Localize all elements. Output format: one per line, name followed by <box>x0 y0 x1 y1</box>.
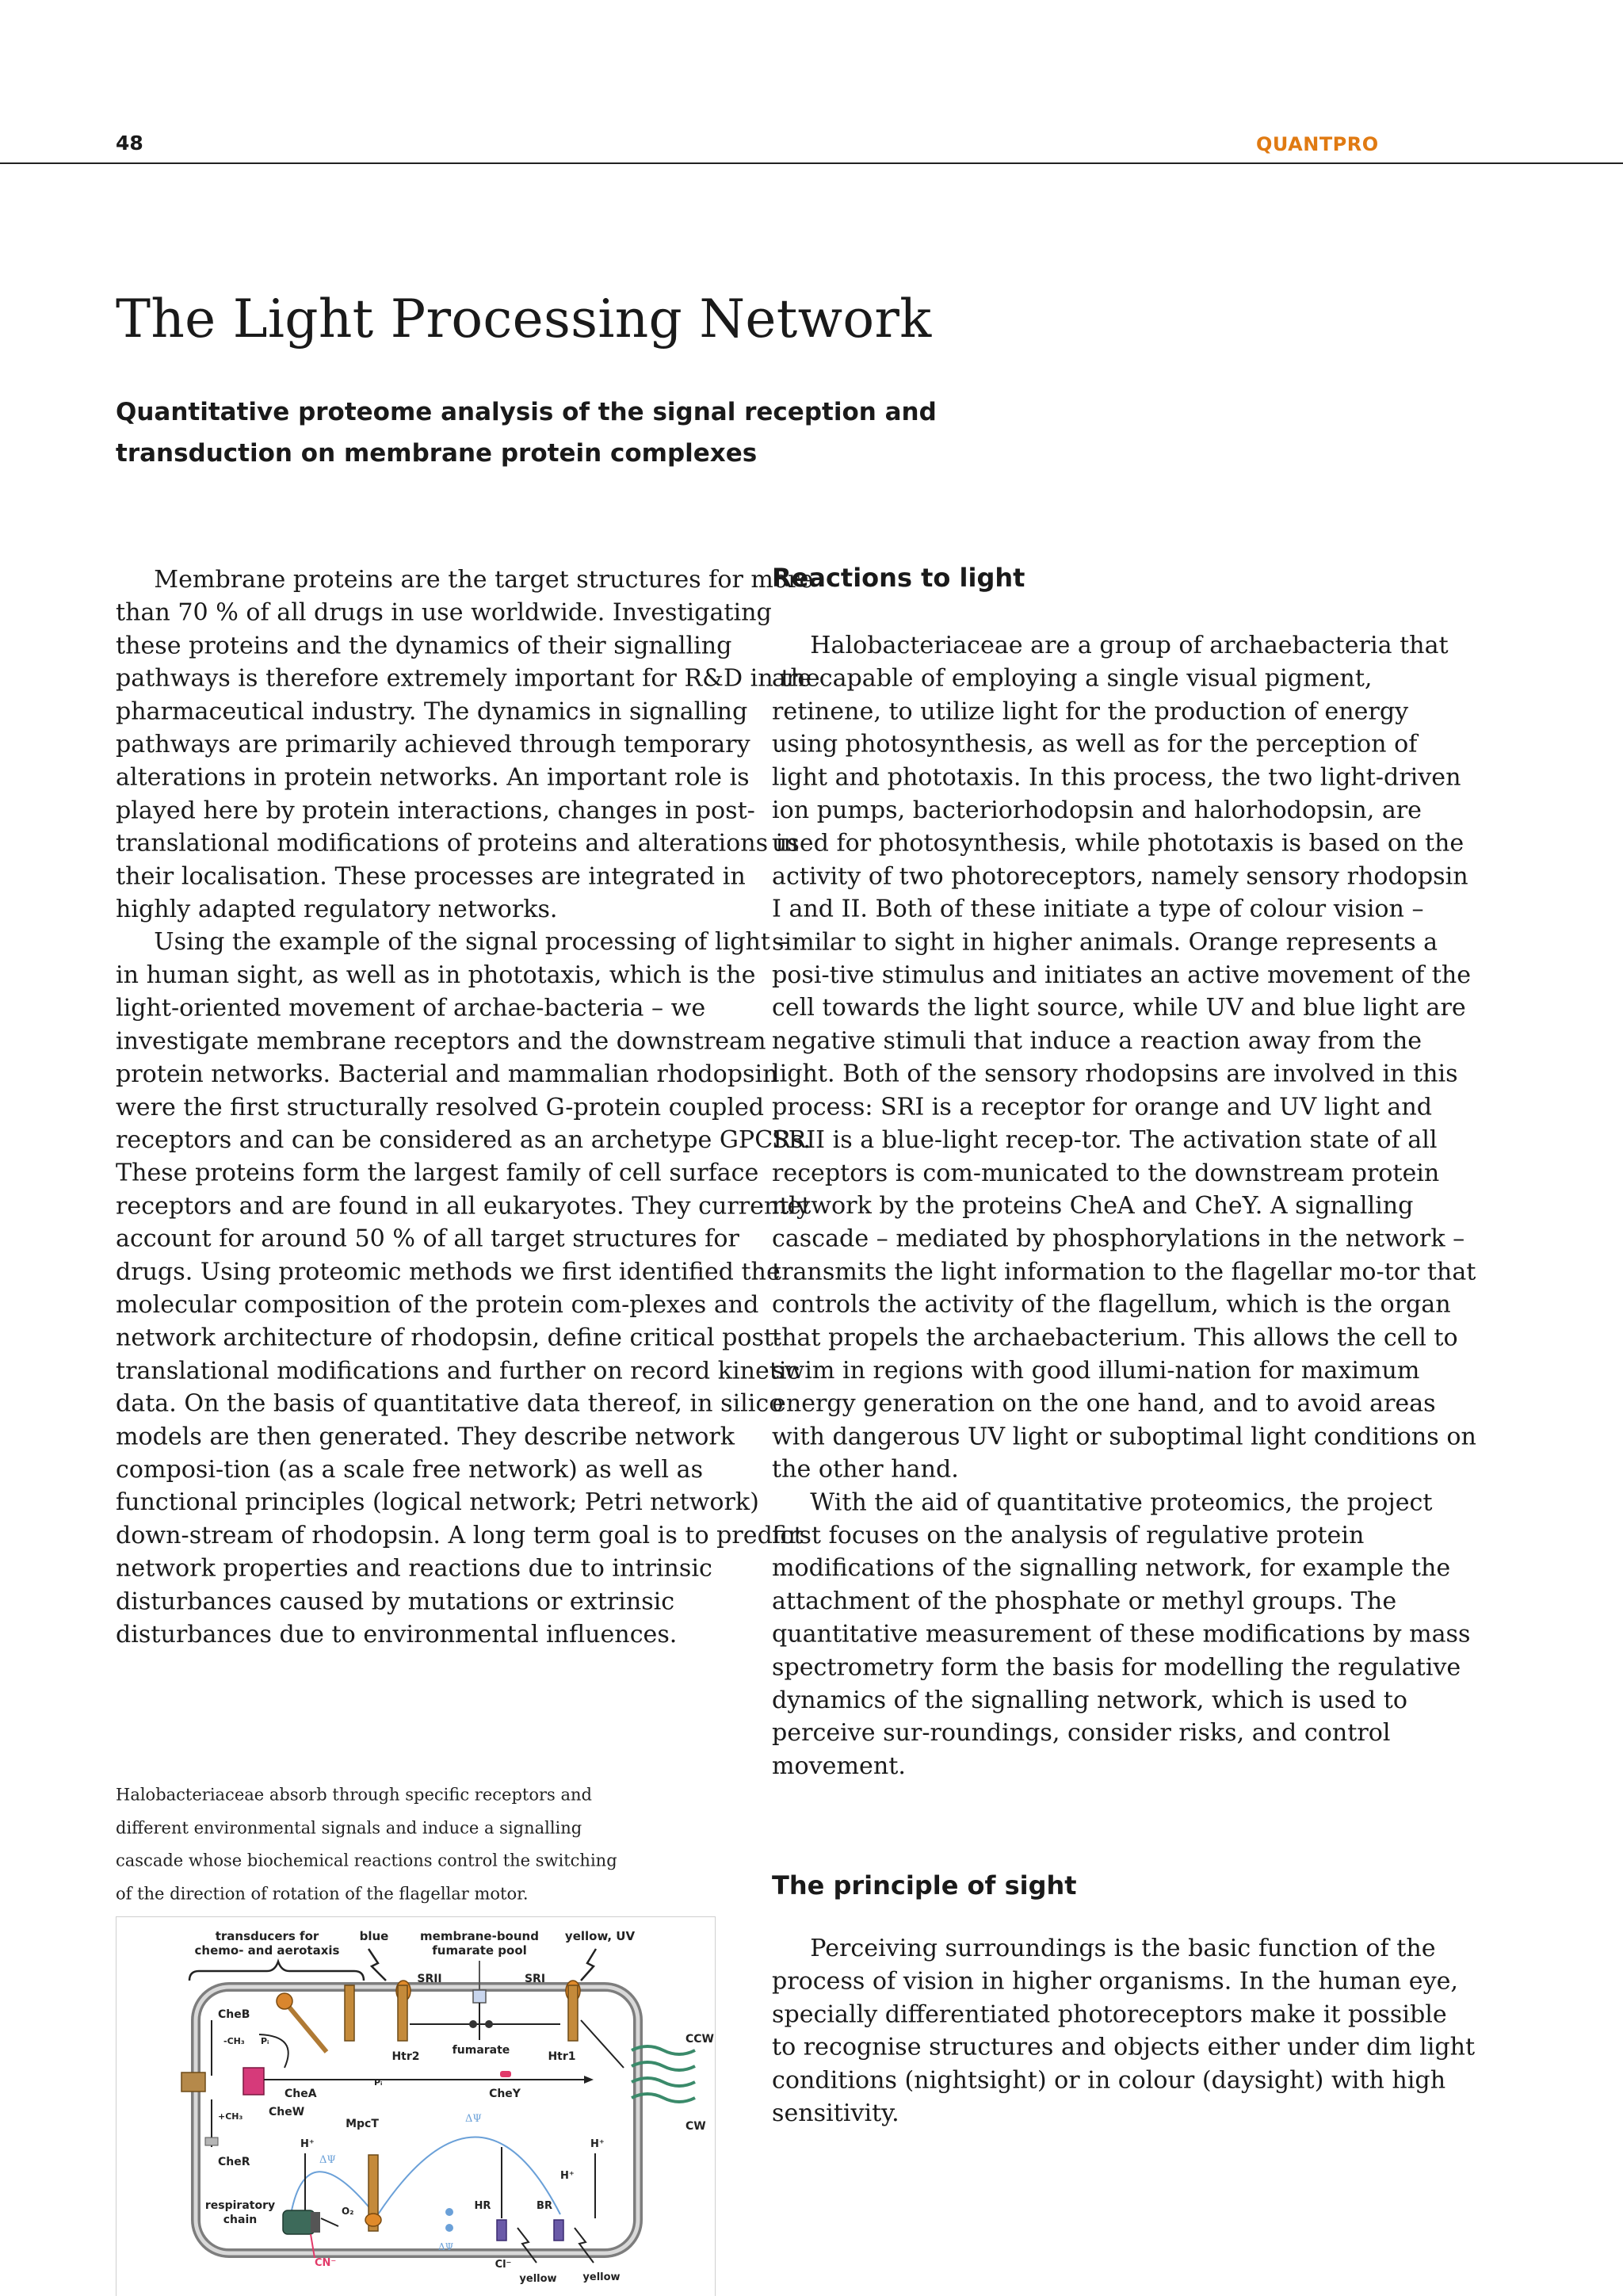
cheb-stalk <box>287 2004 327 2052</box>
label-ccw: CCW <box>685 2033 714 2046</box>
label-hplus-left: H⁺ <box>300 2138 315 2150</box>
label-pi-mid: Pᵢ <box>374 2077 383 2088</box>
mpct-sensor <box>365 2214 381 2226</box>
label-dpsi-bottom: ΔΨ <box>438 2241 454 2252</box>
o2-arrow <box>321 2218 338 2226</box>
chea-complex <box>243 2068 264 2095</box>
label-cn: CN⁻ <box>315 2257 337 2269</box>
left-transducer <box>181 2073 205 2092</box>
fumarate-pool-box <box>473 1990 486 2003</box>
chey-marker <box>500 2071 511 2077</box>
fumarate-node <box>469 2020 477 2028</box>
label-dpsi-right: ΔΨ <box>465 2113 482 2125</box>
label-blue: blue <box>359 1929 389 1943</box>
label-chain: chain <box>223 2214 258 2226</box>
header-rule <box>0 162 1623 164</box>
label-chea: CheA <box>285 2088 317 2100</box>
respiratory-chain-unit <box>311 2212 320 2233</box>
label-yellow-br: yellow <box>582 2271 621 2283</box>
page-number: 48 <box>116 132 143 155</box>
blue-light-arrow <box>369 1949 386 1981</box>
label-chew: CheW <box>269 2106 305 2118</box>
section-heading-reactions: Reactions to light <box>772 563 1025 593</box>
label-dpsi-left: ΔΨ <box>319 2154 336 2166</box>
htr1-transducer <box>568 1985 578 2041</box>
label-fumarate-pool: fumarate pool <box>432 1943 527 1958</box>
label-hplus-br: H⁺ <box>560 2170 575 2182</box>
br-pump <box>554 2220 563 2241</box>
hr-pump <box>497 2220 506 2241</box>
label-ch3-top: -CH₃ <box>223 2036 245 2046</box>
brand-label: QUANTPRO <box>1256 133 1379 155</box>
label-br: BR <box>537 2200 552 2212</box>
label-chey: CheY <box>489 2088 521 2100</box>
label-fumarate: fumarate <box>452 2044 510 2057</box>
label-cheb: CheB <box>218 2008 250 2021</box>
respiratory-chain-complex <box>283 2210 315 2234</box>
right-column-section1 <box>772 629 1476 1782</box>
potential-curve-right <box>378 2137 560 2215</box>
label-srii: SRII <box>417 1973 442 1985</box>
paragraph: Membrane proteins are the target structures for more than 70 % of all drugs in use worldwide. Investigating these proteins and the dynamics of their signalling pathways is therefore extremely important for R&D in the pharmaceutical industry. The dynamics in signalling pathways are primarily achieved through temporary alterations in protein networks. An important role is played here by protein interactions, changes in post-translational modifications of proteins and alterations in their localisation. These processes are integrated in highly adapted regulatory networks. <box>116 565 820 923</box>
fumarate-node <box>485 2020 493 2028</box>
paragraph: Halobacteriaceae are a group of archaebacteria that are capable of employing a single visual pigment, retinene, to utilize light for the production of energy using photosynthesis, as well as for the perception of light and phototaxis. In this process, the two light-driven ion pumps, bacteriorhodopsin and halorhodopsin, are used for photosynthesis, while phototaxis is based on the activity of two photoreceptors, namely sensory rhodopsin I and II. Both of these initiate a type of colour vision – similar to sight in higher animals. Orange represents a posi-tive stimulus and initiates an active movement of the cell towards the light source, while UV and blue light are negative stimuli that induce a reaction away from the light. Both of the sensory rhodopsins are involved in this process: SRI is a receptor for orange and UV light and SRII is a blue-light recep-tor. The activation state of all receptors is com-municated to the downstream protein network by the proteins CheA and CheY. A signalling cascade – mediated by phosphorylations in the network – transmits the light information to the flagellar mo-tor that controls the activity of the flagellum, which is the organ that propels the archaebacterium. This allows the cell to swim in regions with good illumi-nation for maximum energy generation on the one hand, and to avoid areas with dangerous UV light or suboptimal light conditions on the other hand. <box>772 631 1476 1484</box>
figure-caption: Halobacteriaceae absorb through specific receptors and different environmental signals and induce a signalling cascade whose biochemical reactions control the switching of the direction of rotation of the flagellar motor. <box>116 1785 617 1904</box>
htr2-transducer <box>398 1985 407 2041</box>
article-title: The Light Processing Network <box>116 288 932 350</box>
phospho-arrowhead <box>584 2076 594 2084</box>
label-pi-top: Pᵢ <box>261 2036 269 2046</box>
paragraph: Using the example of the signal processing of light – in human sight, as well as in phototaxis, which is the light-oriented movement of archae-bacteria – we investigate membrane receptors and the downstream protein networks. Bacterial and mammalian rhodopsin were the first structurally resolved G-protein coupled receptors and can be considered as an archetype GPCRs. These proteins form the largest family of cell surface receptors and are found in all eukaryotes. They currently account for around 50 % of all target structures for drugs. Using proteomic methods we first identified the molecular composition of the protein com-plexes and network architecture of rhodopsin, define critical post-translational modifications and further on record kinetic data. On the basis of quantitative data thereof, in silico models are then generated. They describe network composi-tion (as a scale free network) as well as functional principles (logical network; Petri network) down-stream of rhodopsin. A long term goal is to predict network properties and reactions due to intrinsic disturbances caused by mutations or extrinsic disturbances due to environmental influences. <box>116 928 811 1648</box>
left-column <box>116 563 820 1651</box>
article-subtitle: Quantitative proteome analysis of the signal reception and transduction on membrane protein complexes <box>116 398 937 468</box>
transducer-1 <box>345 1985 354 2041</box>
label-respiratory: respiratory <box>204 2199 276 2212</box>
label-o2: O₂ <box>342 2206 354 2217</box>
label-yellow-hr: yellow <box>519 2273 557 2285</box>
ion-dot <box>445 2224 453 2232</box>
label-yellow-uv: yellow, UV <box>564 1929 636 1943</box>
uv-light-arrow <box>581 1949 596 1981</box>
right-column-section2 <box>772 1932 1476 2130</box>
cher-box <box>205 2137 218 2145</box>
label-cher: CheR <box>218 2156 250 2168</box>
cheb-head <box>277 1993 292 2009</box>
signalling-diagram <box>116 1916 716 2296</box>
transducer-brace <box>189 1962 364 1981</box>
section-heading-sight: The principle of sight <box>772 1870 1077 1901</box>
label-cw: CW <box>685 2120 706 2133</box>
paragraph: With the aid of quantitative proteomics, the project first focuses on the analysis of regulative protein modifications of the signalling network, for example the attachment of the phosphate or methyl groups. The quantitative measurement of these modifications by mass spectrometry form the basis for modelling the regulative dynamics of the signalling network, which is used to perceive sur-roundings, consider risks, and control movement. <box>772 1488 1471 1780</box>
label-hplus-right: H⁺ <box>590 2138 605 2150</box>
label-htr1: Htr1 <box>548 2050 576 2063</box>
label-transducers: transducers for <box>215 1929 319 1943</box>
label-membrane-bound: membrane-bound <box>420 1929 539 1943</box>
label-ch3-bot: +CH₃ <box>218 2111 243 2122</box>
potential-curve-left <box>291 2172 372 2214</box>
sri-signal-arrow <box>581 2020 624 2068</box>
label-sri: SRI <box>524 1973 546 1985</box>
page-header <box>0 0 1623 166</box>
ion-dot <box>445 2208 453 2216</box>
label-cl: Cl⁻ <box>495 2259 512 2271</box>
label-chemo-aerotaxis: chemo- and aerotaxis <box>194 1943 340 1958</box>
label-htr2: Htr2 <box>391 2050 420 2063</box>
paragraph: Perceiving surroundings is the basic function of the process of vision in higher organisms. In the human eye, specially differentiated photoreceptors make it possible to recognise structures and objects either under dim light conditions (nightsight) or in colour (daysight) with high sensitivity. <box>772 1934 1476 2127</box>
diagram-svg <box>116 1917 715 2296</box>
label-hr: HR <box>474 2200 491 2212</box>
label-mpct: MpcT <box>346 2118 379 2130</box>
